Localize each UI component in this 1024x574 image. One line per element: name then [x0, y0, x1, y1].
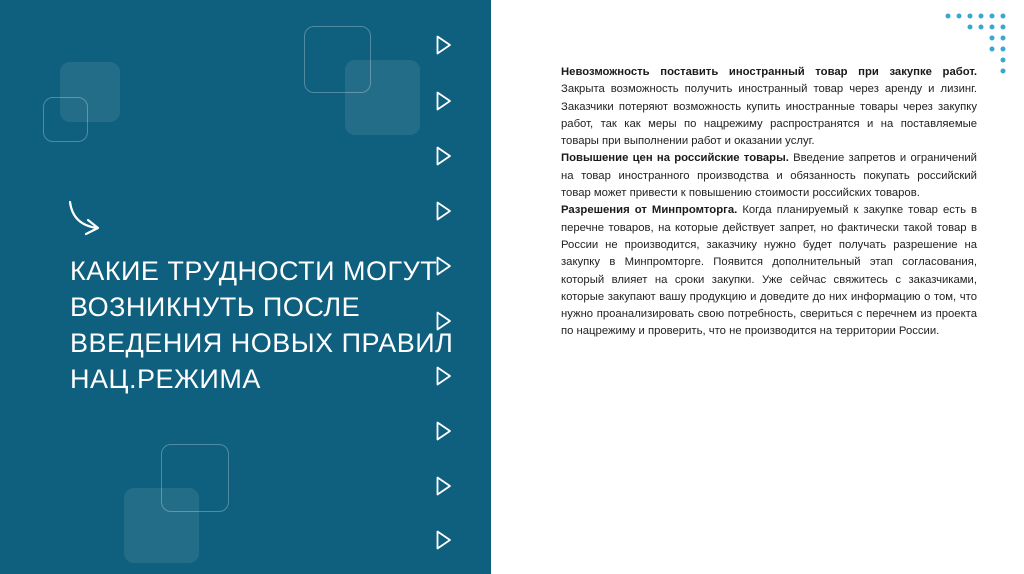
paragraph-text: Введение запретов и ограничений на товар иностранного производства и обязанность покупать российский товар может привести к повышению стоимости российских товаров. [561, 152, 977, 200]
paragraph-title: Невозможность поставить иностранный товар при закупке работ. [561, 66, 977, 78]
slide-title: КАКИЕ ТРУДНОСТИ МОГУТ ВОЗНИКНУТЬ ПОСЛЕ ВВЕДЕНИЯ НОВЫХ ПРАВИЛ НАЦ.РЕЖИМА [70, 256, 454, 394]
paragraph-title: Повышение цен на российские товары. [561, 152, 789, 165]
play-triangle-icon [436, 530, 452, 550]
paragraph-title: Разрешения от Минпромторга. [561, 204, 738, 217]
play-triangle-icon [436, 201, 452, 221]
paragraph [561, 150, 977, 202]
left-panel [0, 0, 491, 574]
decor-square [124, 488, 199, 563]
paragraph-text: Когда планируемый к закупке товар есть в перечне товаров, на которые действует запрет, но фактически такой товар в России не производится, заказчику нужно будет получать разрешение на закупку в Минпромторге. Появится дополнительный этап согласования, который влияет на сроки закупки. Уже сейчас свяжитесь с заказчиками, которые закупают вашу продукцию и доведите до них информацию о том, что нужно проанализировать свою потребность, свериться с перечнем из проекта по нацрежиму и проверить, что не производится на территории России. [561, 204, 978, 338]
curved-arrow-down-right-icon [64, 198, 104, 238]
decor-square [345, 60, 420, 135]
play-triangle-icon [436, 35, 452, 55]
paragraph-text: Закрыта возможность получить иностранный товар через аренду и лизинг. Заказчики потеряют возможность купить иностранные товары через закупку работ, так как меры по нацрежиму распространятся и на поставляемые товары при выполнении работ и оказании услуг. [561, 83, 977, 148]
play-triangle-icon [436, 476, 452, 496]
paragraph [561, 64, 977, 150]
decor-square [43, 97, 88, 142]
paragraph [561, 202, 977, 340]
play-triangle-icon [436, 146, 452, 166]
play-triangle-icon [436, 91, 452, 111]
play-triangle-icon [436, 256, 452, 276]
body-text [561, 64, 977, 341]
play-triangle-icon [436, 366, 452, 386]
play-triangle-icon [436, 421, 452, 441]
play-triangle-icon [436, 311, 452, 331]
